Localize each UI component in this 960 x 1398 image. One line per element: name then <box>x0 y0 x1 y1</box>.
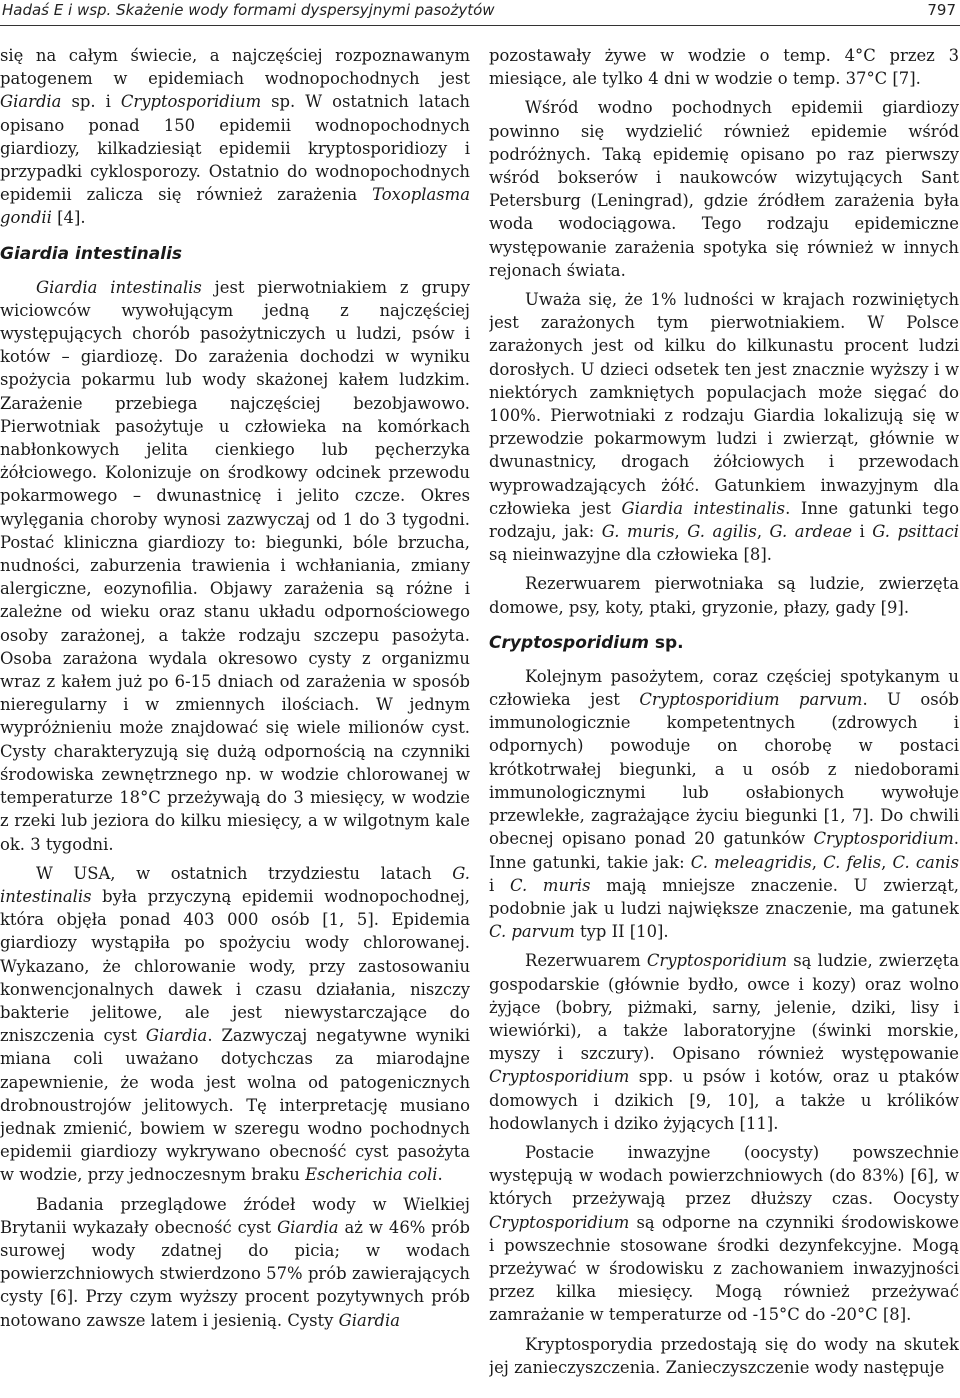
section-heading-cryptosporidium <box>489 631 959 655</box>
italic-run: C. meleagridis <box>690 852 812 872</box>
paragraph <box>489 96 959 282</box>
text-run: są ludzie, zwierzęta gospodarskie (głównie bydło, owce i kozy) oraz wolno żyjące (bobry, piżmaki, sarny, jelenie, dziki, lisy i wiewiórki), a także laboratoryjne (świnki morskie, myszy i szczury). Opisano również występowanie <box>489 951 959 1064</box>
italic-run: G. muris <box>601 522 675 542</box>
italic-run: Cryptosporidium parvum <box>639 690 863 710</box>
paragraph <box>489 1141 959 1327</box>
text-run: się na całym świecie, a najczęściej rozpoznawanym patogenem w epidemiach wodnopochodnych jest <box>0 46 470 89</box>
italic-run: Giardia <box>338 1310 401 1330</box>
paragraph <box>0 862 470 1187</box>
text-run: typ II [10]. <box>574 922 669 942</box>
text-run: są nieinwazyjne dla człowieka [8]. <box>489 545 772 565</box>
paragraph <box>489 949 959 1135</box>
paragraph <box>489 288 959 566</box>
running-header <box>0 0 960 24</box>
italic-run: C. parvum <box>489 922 575 942</box>
text-run: . U osób immunologicznie kompetentnych (zdrowych i odpornych) powoduje on chorobę w postaci krótkotrwałej biegunki, a u osób z niedoborami immunologicznymi lub osłabionych wywołuje przewlekłe, zagrażające życiu biegunki [1, 7]. Do chwili obecnej opisano ponad 20 gatunków <box>489 690 959 849</box>
text-run: sp. W ostatnich latach opisano ponad 150 epidemii wodnopochodnych giardiozy, kilkadziesiąt epidemii kryptosporidiozy i przypadki cyklosporozy. Ostatnio do wodnopochodnych epidemii zalicza się również zarażenia <box>0 92 470 205</box>
text-run: Badania przeglądowe źródeł wody w Wielkiej Brytanii wykazały obecność cyst <box>0 1194 470 1237</box>
italic-run: Giardia <box>0 92 62 112</box>
text-run: jest pierwotniakiem z grupy wiciowców wywołującym jedną z najczęściej występujących chorób pasożytniczych u ludzi, psów i kotów – giardiozę. Do zarażenia dochodzi w wyniku spożycia pokarmu lub wody skażonej kałem ludzkim. Zarażenie przebiega najczęściej bezobjawowo. Pierwotniak pasożytuje u człowieka na komórkach nabłonkowych jelita cienkiego lub pęcherzyka żółciowego. Kolonizuje on środkowy odcinek przewodu pokarmowego – dwunastnicę i jelito czcze. Okres wylęgania choroby wynosi zazwyczaj od 1 do 3 tygodni. Postać kliniczna giardiozy to: biegunki, bóle brzucha, nudności, zaburzenia trawienia i wchłaniania, zmiany alergiczne, eozynofilia. Objawy zarażenia są różne i zależne od wieku oraz stanu układu odpornościowego osoby zarażonej, a także rodzaju szczepu pasożyta. Osoba zarażona wydala okresowo cysty z organizmu wraz z kałem już po 6-15 dniach od zarażenia w sposób nieregularny i w zmiennych ilościach. W jednym wypróżnieniu może znajdować się wiele milionów cyst. Cysty charakteryzują się dużą odpornością na czynniki środowiska zewnętrznego np. w wodzie chlorowanej w temperaturze 18°C przeżywają do 3 miesięcy, w wodzie z rzeki lub jeziora do kilku miesięcy, a w wilgotnym kale ok. 3 tygodni. <box>0 277 470 854</box>
left-column <box>0 44 470 1396</box>
italic-run: G. agilis <box>687 522 757 542</box>
text-run: była przyczyną epidemii wodnopochodnej, która objęła ponad 403 000 osób [1, 5]. Epidemia giardiozy wystąpiła po spożyciu wody chlorowanej. Wykazano, że chlorowanie wody, przy zastosowaniu konwencjonalnych dawek i czasu działania, niszczy bakterie jelitowe, ale jest niewystarczające do zniszczenia cyst <box>0 886 470 1046</box>
text-run: Postacie inwazyjne (oocysty) powszechnie występują w wodach powierzchniowych (do 83%) [6], w których przeżywają przez dłuższy czas. Oocysty <box>489 1142 959 1209</box>
paragraph <box>489 572 959 618</box>
text-run: są odporne na czynniki środowiskowe i powszechnie stosowane środki dezynfekcyjne. Mogą przeżywać w środowisku z zachowaniem inwazyjności przez kilka miesięcy. Mogą również przeżywać zamrażanie w temperaturze od -15°C do -20°C [8]. <box>489 1212 959 1325</box>
page-number: 797 <box>927 1 956 19</box>
paragraph <box>489 665 959 943</box>
italic-run: G. intestinalis <box>0 863 470 906</box>
header-rule <box>0 25 960 26</box>
intro-paragraph <box>0 44 470 230</box>
text-run: i <box>852 522 873 542</box>
italic-run: Cryptosporidium <box>489 1067 630 1087</box>
text-run: mają mniejsze znaczenie. U zwierząt, podobnie jak u ludzi największe znaczenie, ma gatunek <box>489 875 959 918</box>
text-run: sp. i <box>61 92 121 112</box>
text-run: W USA, w ostatnich trzydziestu latach <box>36 863 453 883</box>
right-column <box>489 44 959 1396</box>
text-run: , <box>811 852 824 872</box>
heading-genus: Cryptosporidium <box>489 632 649 653</box>
italic-run: Cryptosporidium <box>120 92 262 112</box>
text-run: , <box>756 522 770 542</box>
text-run: Kolejnym pasożytem, coraz częściej spotykanym u człowieka jest <box>489 666 959 710</box>
text-run: Wśród wodno pochodnych epidemii giardiozy powinno się wydzielić również epidemie wśród podróżnych. Taką epidemię opisano po raz pierwszy wśród bokserów i naukowców wizytujących Sant Petersburg (Leningrad), gdzie źródłem zarażenia była woda wodociągowa. Tego rodzaju epidemiczne występowanie zarażenia spotyka się również w innych rejonach świata. <box>489 98 959 280</box>
text-run: Kryptosporydia przedostają się do wody na skutek jej zanieczyszczenia. Zanieczyszczenie wody następuje <box>489 1334 959 1377</box>
text-run: , <box>674 522 688 542</box>
italic-run: Giardia intestinalis <box>36 277 202 297</box>
italic-run: Escherichia coli <box>305 1165 438 1185</box>
italic-run: C. muris <box>510 875 591 895</box>
text-run: . Inne gatunki tego rodzaju, jak: <box>489 498 959 542</box>
text-run: Rezerwuarem pierwotniaka są ludzie, zwierzęta domowe, psy, koty, ptaki, gryzonie, płazy, gady [9]. <box>489 574 959 617</box>
text-run: , <box>881 852 893 872</box>
italic-run: G. psittaci <box>872 522 959 542</box>
paragraph <box>0 276 470 856</box>
text-run: i <box>489 875 510 895</box>
italic-run: Toxoplasma gondii <box>0 185 470 228</box>
paragraph <box>489 44 959 90</box>
text-run: . Zazwyczaj negatywne wyniki miana coli uważano dotychczas za miarodajne zapewnienie, że woda jest wolna od patogenicznych drobnoustrojów jelitowych. Tę interpretację musiano jednak zmienić, bowiem w szeregu wodno pochodnych epidemii giardiozy wykrywano obecność cyst pasożyta w wodzie, przy jednoczesnym braku <box>0 1026 470 1185</box>
italic-run: Cryptosporidium <box>813 829 954 849</box>
text-run: . <box>437 1165 443 1185</box>
paragraph <box>0 1193 470 1332</box>
text-run: . Inne gatunki, takie jak: <box>489 829 959 872</box>
text-run: spp. u psów i kotów, oraz u ptaków domowych i dzikich [9, 10], a także u królików hodowlanych i dziko żyjących [11]. <box>489 1067 959 1133</box>
text-run: pozostawały żywe w wodzie o temp. 4°C przez 3 miesiące, ale tylko 4 dni w wodzie o temp. 37°C [7]. <box>489 46 959 89</box>
text-run: [4]. <box>51 208 86 228</box>
text-run: Uważa się, że 1% ludności w krajach rozwiniętych jest zarażonych tym pierwotniakiem. W Polsce zarażonych jest od kilku do kilkunastu procent ludzi dorosłych. U dzieci odsetek ten jest znacznie wyższy i w niektórych zamkniętych populacjach może sięgać do 100%. Pierwotniaki z rodzaju Giardia lokalizują się w przewodzie pokarmowym ludzi i zwierząt, głównie w dwunastnicy, drogach żółciowych i przewodach wyprowadzających żółć. Gatunkiem inwazyjnym dla człowieka jest <box>489 290 959 518</box>
italic-run: Giardia <box>277 1217 339 1237</box>
heading-suffix: sp. <box>648 632 684 653</box>
italic-run: Giardia intestinalis <box>621 498 786 518</box>
text-run: Rezerwuarem <box>525 951 647 971</box>
header-citation: Hadaś E i wsp. Skażenie wody formami dyspersyjnymi pasożytów <box>2 1 495 19</box>
italic-run: Giardia <box>145 1026 208 1046</box>
italic-run: C. canis <box>892 852 959 872</box>
italic-run: G. ardeae <box>769 522 853 542</box>
italic-run: C. felis <box>823 852 882 872</box>
italic-run: Cryptosporidium <box>646 951 788 971</box>
paragraph <box>489 1333 959 1379</box>
section-heading-giardia: Giardia intestinalis <box>0 243 183 264</box>
italic-run: Cryptosporidium <box>489 1212 630 1232</box>
text-run: aż w 46% prób surowej wody zdatnej do picia; w wodach powierzchniowych stwierdzono 57% prób zawierających cysty [6]. Przy czym wyższy procent pozytywnych prób notowano zawsze latem i jesienią. Cysty <box>0 1217 470 1330</box>
